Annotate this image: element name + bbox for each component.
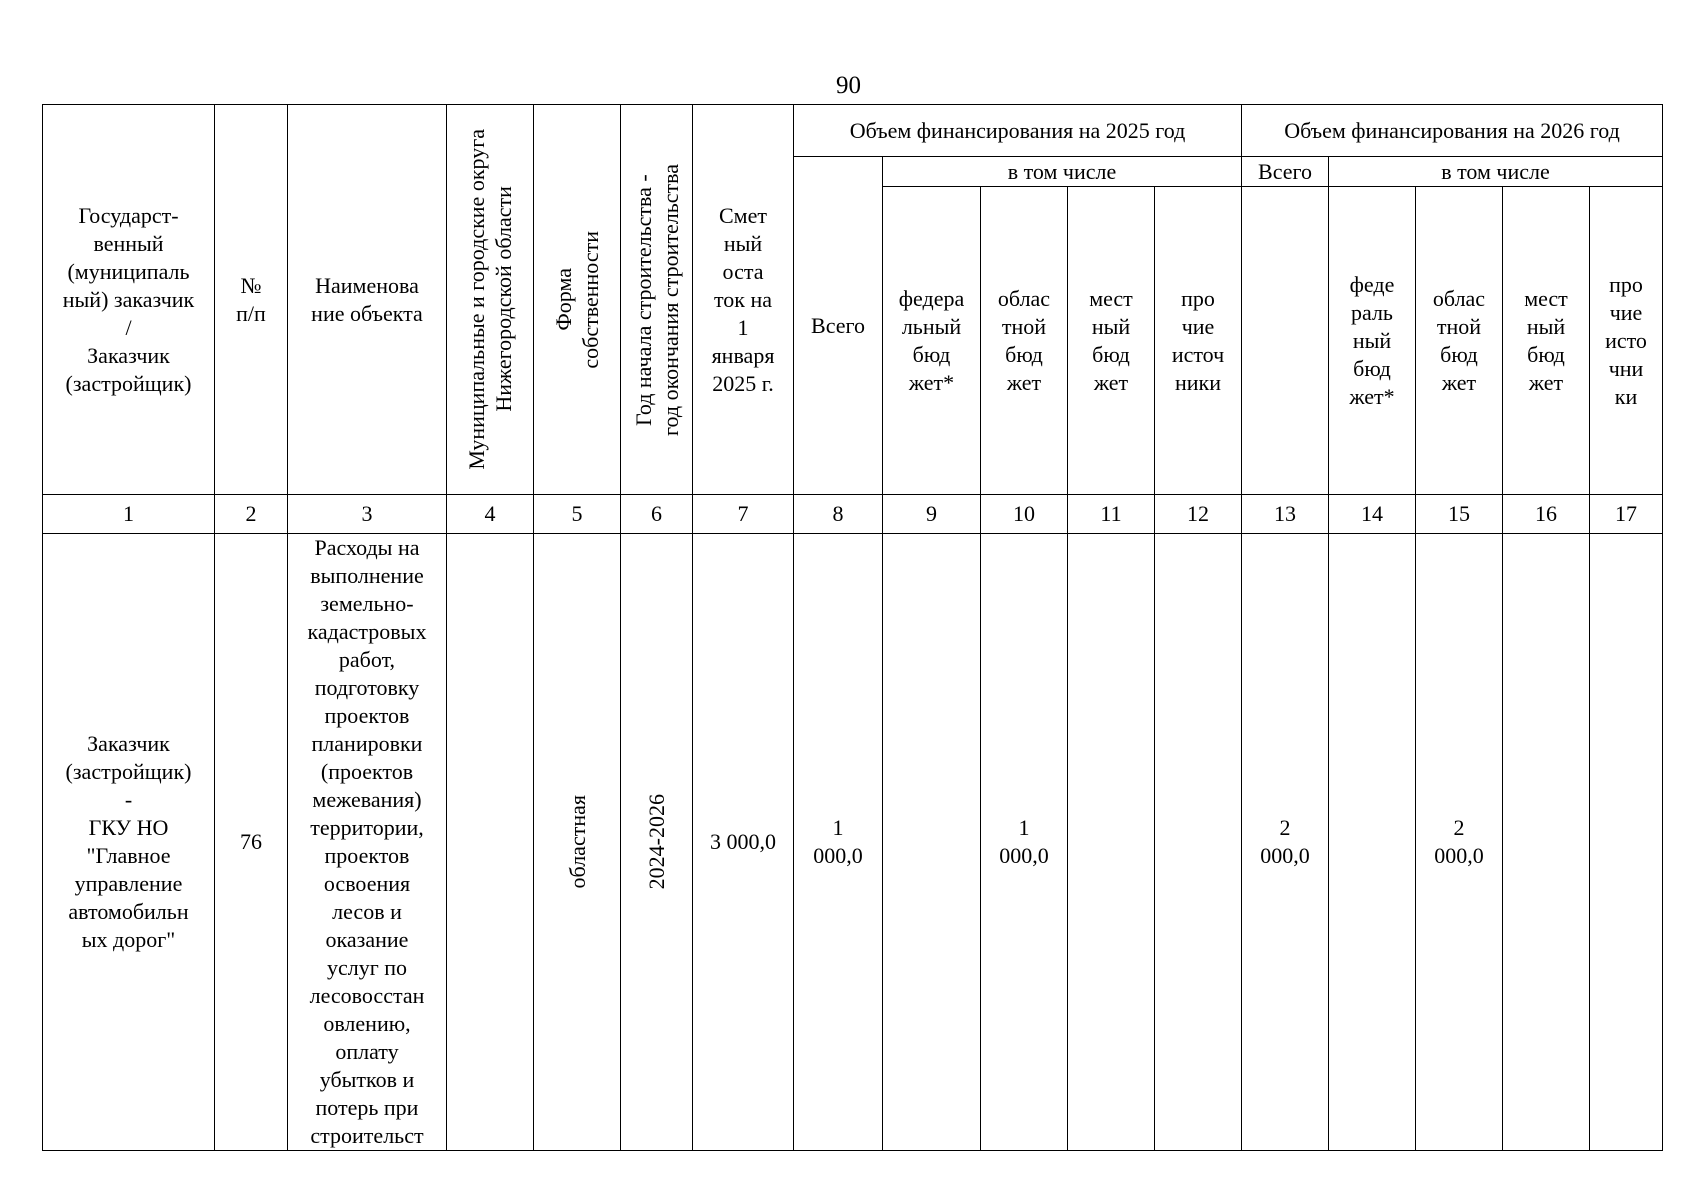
header-federal-2025: федера льный бюд жет* — [883, 187, 981, 495]
header-local-2026: мест ный бюд жет — [1503, 187, 1590, 495]
column-number: 10 — [981, 495, 1068, 534]
header-regional-2025: облас тной бюд жет — [981, 187, 1068, 495]
column-number: 6 — [621, 495, 693, 534]
column-number: 15 — [1416, 495, 1503, 534]
row-years-cell — [621, 534, 693, 1151]
column-number: 16 — [1503, 495, 1590, 534]
row-regional-2025: 1 000,0 — [981, 534, 1068, 1151]
row-other-2025 — [1155, 534, 1242, 1151]
header-total-2025: Всего — [794, 157, 883, 495]
header-ownership: Форма собственности — [551, 230, 603, 369]
row-years: 2024-2026 — [644, 794, 669, 890]
row-object-name: Расходы на выполнение земельно- кадастровых работ, подготовку проектов планировки (проектов межевания) территории, проектов освоения лесов и оказание услуг по лесовосстан овлению, оплату убытков и потерь при строительст — [288, 534, 447, 1151]
row-federal-2026 — [1329, 534, 1416, 1151]
column-number-row — [43, 495, 1663, 534]
header-number: № п/п — [215, 105, 288, 495]
row-federal-2025 — [883, 534, 981, 1151]
header-years: Год начала строительства - год окончания строительства — [630, 163, 683, 436]
header-financing-2026: Объем финансирования на 2026 год — [1242, 105, 1663, 157]
header-other-2025: про чие источ ники — [1155, 187, 1242, 495]
header-including-2025: в том числе — [883, 157, 1242, 187]
header-local-2025: мест ный бюд жет — [1068, 187, 1155, 495]
column-number: 4 — [447, 495, 534, 534]
row-regional-2026: 2 000,0 — [1416, 534, 1503, 1151]
row-ownership: областная — [564, 795, 590, 889]
column-number: 2 — [215, 495, 288, 534]
header-regional-2026: облас тной бюд жет — [1416, 187, 1503, 495]
header-ownership-cell — [534, 105, 621, 495]
row-estimate: 3 000,0 — [693, 534, 794, 1151]
column-number: 9 — [883, 495, 981, 534]
column-number: 3 — [288, 495, 447, 534]
column-number: 7 — [693, 495, 794, 534]
header-municipality: Муниципальные и городские округа Нижегородской области — [464, 129, 516, 470]
row-total-2026: 2 000,0 — [1242, 534, 1329, 1151]
column-number: 11 — [1068, 495, 1155, 534]
header-financing-2025: Объем финансирования на 2025 год — [794, 105, 1242, 157]
header-years-cell — [621, 105, 693, 495]
header-object-name: Наименова ние объекта — [288, 105, 447, 495]
column-number: 5 — [534, 495, 621, 534]
column-number: 1 — [43, 495, 215, 534]
row-customer: Заказчик (застройщик) - ГКУ НО "Главное управление автомобильн ых дорог" — [43, 534, 215, 1151]
row-other-2026 — [1590, 534, 1663, 1151]
column-number: 13 — [1242, 495, 1329, 534]
column-number: 8 — [794, 495, 883, 534]
header-municipality-cell — [447, 105, 534, 495]
financing-table — [42, 104, 1663, 1151]
table-row — [43, 534, 1663, 1151]
row-number: 76 — [215, 534, 288, 1151]
header-customer: Государст- венный (муниципаль ный) заказчик / Заказчик (застройщик) — [43, 105, 215, 495]
row-ownership-cell — [534, 534, 621, 1151]
header-total-2026: Всего — [1242, 157, 1329, 187]
column-number: 17 — [1590, 495, 1663, 534]
header-estimate: Смет ный оста ток на 1 января 2025 г. — [693, 105, 794, 495]
header-blank-2026 — [1242, 187, 1329, 495]
row-local-2025 — [1068, 534, 1155, 1151]
header-other-2026: про чие исто чни ки — [1590, 187, 1663, 495]
column-number: 14 — [1329, 495, 1416, 534]
row-local-2026 — [1503, 534, 1590, 1151]
row-municipality — [447, 534, 534, 1151]
page-number: 90 — [836, 72, 861, 99]
header-federal-2026: феде раль ный бюд жет* — [1329, 187, 1416, 495]
row-total-2025: 1 000,0 — [794, 534, 883, 1151]
column-number: 12 — [1155, 495, 1242, 534]
header-including-2026: в том числе — [1329, 157, 1663, 187]
